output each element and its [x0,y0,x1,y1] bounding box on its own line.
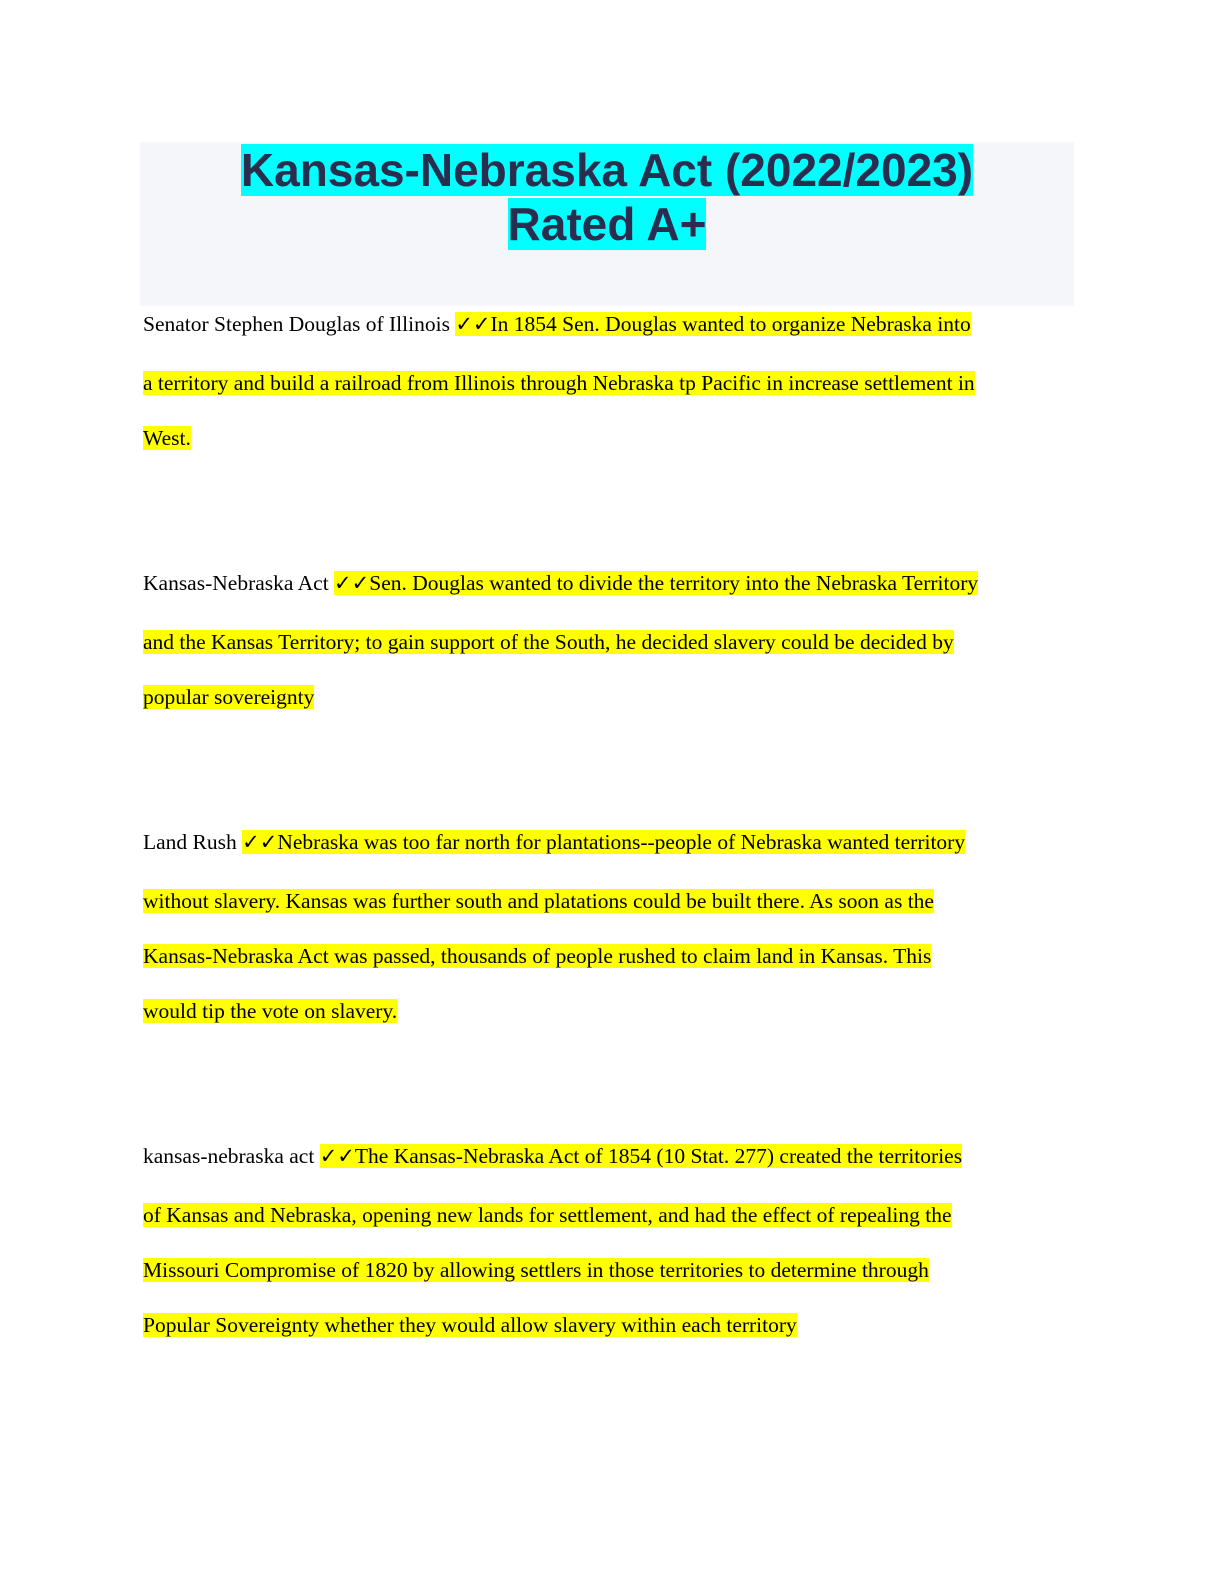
entry-term: kansas-nebraska act [143,1144,315,1168]
entry-answer-line: Nebraska was too far north for plantations--people of Nebraska wanted territory [277,830,966,854]
entry-answer-line: a territory and build a railroad from Illinois through Nebraska tp Pacific in increase settlement in [143,371,975,395]
checkmark-icon: ✓✓ [242,830,278,854]
entry-line [143,424,191,452]
entry-line [143,683,314,711]
entry-line [143,1201,952,1229]
checkmark-icon: ✓✓ [455,312,491,336]
checkmark-icon: ✓✓ [319,1144,355,1168]
title-line-1: Kansas-Nebraska Act (2022/2023) [240,144,974,196]
checkmark-icon: ✓✓ [334,571,370,595]
entry-answer-line: Popular Sovereignty whether they would allow slavery within each territory [143,1313,797,1337]
entry-line [143,1142,962,1170]
entry-line [143,1256,929,1284]
entry-answer-line: Sen. Douglas wanted to divide the territory into the Nebraska Territory [369,571,979,595]
entry-term: Kansas-Nebraska Act [143,571,329,595]
entry-line [143,369,975,397]
entry-line [143,628,954,656]
entry-line [143,828,965,856]
entry-line [143,310,971,338]
entry-answer-line: would tip the vote on slavery. [143,999,398,1023]
entry-line [143,887,934,915]
entry-answer-line: of Kansas and Nebraska, opening new lands for settlement, and had the effect of repealing the [143,1203,952,1227]
entry-answer-line: The Kansas-Nebraska Act of 1854 (10 Stat. 277) created the territories [354,1144,963,1168]
entry-answer-line: and the Kansas Territory; to gain support of the South, he decided slavery could be decided by [143,630,954,654]
entry-answer-line: West. [143,426,191,450]
entry-term: Land Rush [143,830,237,854]
entry-line [143,569,978,597]
entry-line [143,942,931,970]
entry-answer-line: Kansas-Nebraska Act was passed, thousands of people rushed to claim land in Kansas. This [143,944,932,968]
entry-term: Senator Stephen Douglas of Illinois [143,312,450,336]
entry-line [143,1311,797,1339]
entry-answer-line: popular sovereignty [143,685,315,709]
entry-answer-line: Missouri Compromise of 1820 by allowing settlers in those territories to determine through [143,1258,929,1282]
entry-answer-line: without slavery. Kansas was further south and platations could be built there. As soon as the [143,889,934,913]
entry-answer-line: In 1854 Sen. Douglas wanted to organize Nebraska into [490,312,971,336]
title-line-2: Rated A+ [507,198,707,250]
entry-line [143,997,397,1025]
document-title [140,143,1074,251]
